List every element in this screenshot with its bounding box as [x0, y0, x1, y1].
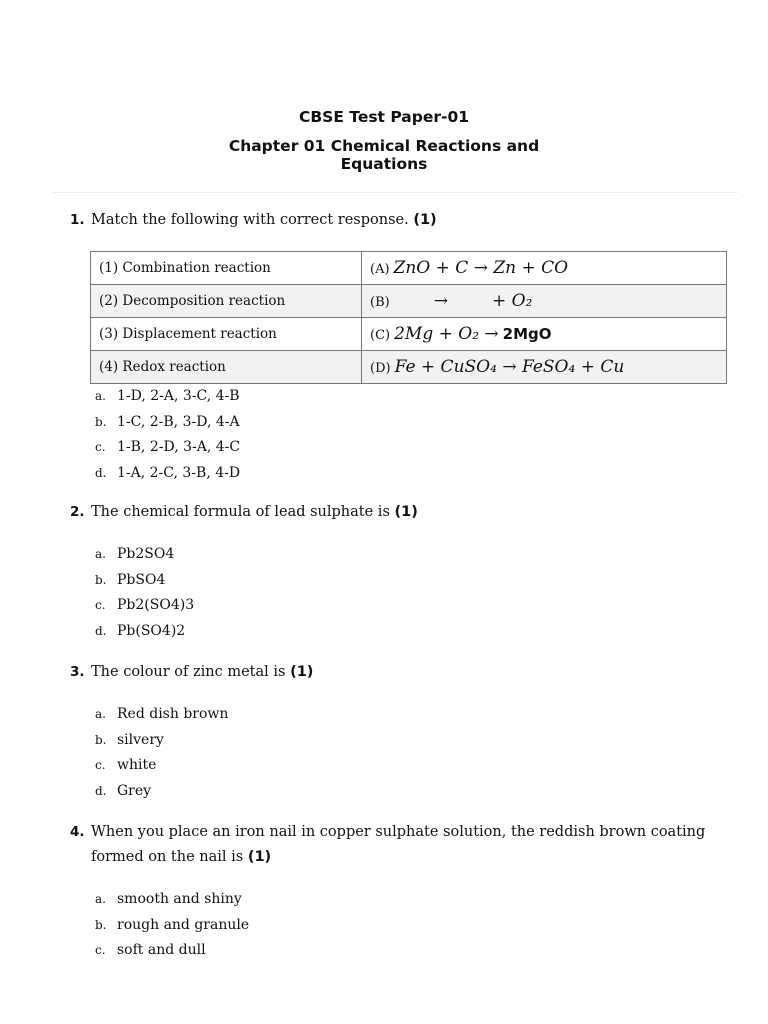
match-label: (D): [370, 361, 391, 376]
chapter-title: [0, 137, 768, 173]
option-d[interactable]: [95, 619, 194, 645]
match-table: [90, 251, 727, 384]
option-text: 1-C, 2-B, 3-D, 4-A: [117, 413, 240, 430]
option-letter: b.: [95, 414, 107, 429]
option-text: Grey: [117, 782, 152, 799]
option-letter: a.: [95, 389, 106, 403]
marks-label: (1): [394, 504, 418, 520]
equation: 2Mg + O₂ →: [394, 324, 499, 344]
option-c[interactable]: [95, 753, 228, 779]
chapter-title-line2: Equations: [340, 155, 428, 173]
option-text: silvery: [117, 731, 164, 748]
question-number: 2.: [70, 504, 85, 520]
question-number: 1.: [70, 212, 85, 228]
option-letter: c.: [95, 758, 106, 772]
option-c[interactable]: [95, 593, 194, 619]
question-stem: The colour of zinc metal is: [91, 664, 286, 680]
match-left-cell: (3) Displacement reaction: [91, 318, 362, 351]
chapter-title-line1: Chapter 01 Chemical Reactions and: [228, 137, 540, 155]
option-a[interactable]: [95, 384, 240, 410]
option-letter: c.: [95, 598, 106, 612]
header-divider: [52, 192, 738, 193]
option-b[interactable]: [95, 913, 249, 939]
option-letter: d.: [95, 465, 107, 480]
option-a[interactable]: [95, 542, 194, 568]
option-text: PbSO4: [117, 571, 166, 588]
question-stem: Match the following with correct response.: [91, 212, 409, 228]
match-left-cell: (4) Redox reaction: [91, 351, 362, 384]
match-right-cell: [362, 252, 727, 285]
option-text: rough and granule: [117, 916, 250, 933]
equation-arrow: →: [433, 291, 448, 311]
option-letter: c.: [95, 440, 106, 454]
equation: Fe + CuSO₄ → FeSO₄ + Cu: [394, 357, 625, 377]
option-a[interactable]: [95, 887, 249, 913]
match-right-cell: [362, 318, 727, 351]
marks-label: (1): [247, 849, 272, 865]
question-stem: When you place an iron nail in copper sulphate solution, the reddish brown coating formed on the nail is: [91, 824, 706, 865]
question-text: [91, 660, 720, 685]
question-3: [70, 660, 720, 685]
option-text: 1-D, 2-A, 3-C, 4-B: [117, 388, 240, 404]
options-list: [95, 887, 249, 964]
marks-label: (1): [413, 212, 437, 228]
match-label: (C): [370, 328, 391, 343]
question-stem: The chemical formula of lead sulphate is: [91, 504, 390, 520]
options-list: [95, 384, 240, 486]
option-letter: d.: [95, 783, 107, 798]
option-text: white: [117, 757, 157, 773]
option-d[interactable]: [95, 461, 240, 487]
option-text: Pb2(SO4)3: [117, 597, 195, 613]
option-b[interactable]: [95, 568, 194, 594]
option-letter: b.: [95, 732, 107, 747]
question-number: 3.: [70, 664, 85, 680]
option-letter: b.: [95, 917, 107, 932]
option-c[interactable]: [95, 435, 240, 461]
option-letter: c.: [95, 943, 106, 957]
option-letter: d.: [95, 623, 107, 638]
question-4: [70, 820, 720, 870]
question-1: [70, 208, 720, 233]
options-list: [95, 542, 194, 644]
match-row: [91, 252, 727, 285]
match-row: [91, 351, 727, 384]
page-title: CBSE Test Paper-01: [298, 108, 470, 126]
match-left-cell: (2) Decomposition reaction: [91, 285, 362, 318]
question-text: [91, 820, 720, 870]
equation-product: 2MgO: [502, 325, 552, 343]
match-right-cell: [362, 351, 727, 384]
options-list: [95, 702, 228, 804]
option-text: smooth and shiny: [117, 891, 242, 907]
option-text: 1-A, 2-C, 3-B, 4-D: [117, 464, 241, 481]
option-letter: a.: [95, 707, 106, 721]
option-letter: a.: [95, 547, 106, 561]
option-b[interactable]: [95, 728, 228, 754]
question-2: [70, 500, 720, 525]
match-row: [91, 318, 727, 351]
option-letter: a.: [95, 892, 106, 906]
match-right-cell: [362, 285, 727, 318]
option-text: Red dish brown: [117, 706, 229, 722]
match-label: (A): [370, 262, 390, 277]
option-a[interactable]: [95, 702, 228, 728]
marks-label: (1): [290, 664, 314, 680]
option-letter: b.: [95, 572, 107, 587]
option-text: 1-B, 2-D, 3-A, 4-C: [117, 439, 241, 455]
option-c[interactable]: [95, 938, 249, 964]
match-left-cell: (1) Combination reaction: [91, 252, 362, 285]
match-row: [91, 285, 727, 318]
question-text: [91, 500, 720, 525]
option-b[interactable]: [95, 410, 240, 436]
option-d[interactable]: [95, 779, 228, 805]
option-text: soft and dull: [117, 942, 206, 958]
option-text: Pb(SO4)2: [117, 622, 186, 639]
equation-product: + O₂: [491, 291, 533, 311]
equation: ZnO + C → Zn + CO: [393, 258, 569, 278]
question-text: [91, 208, 720, 233]
option-text: Pb2SO4: [117, 546, 175, 562]
question-number: 4.: [70, 824, 85, 840]
match-label: (B): [370, 295, 390, 310]
